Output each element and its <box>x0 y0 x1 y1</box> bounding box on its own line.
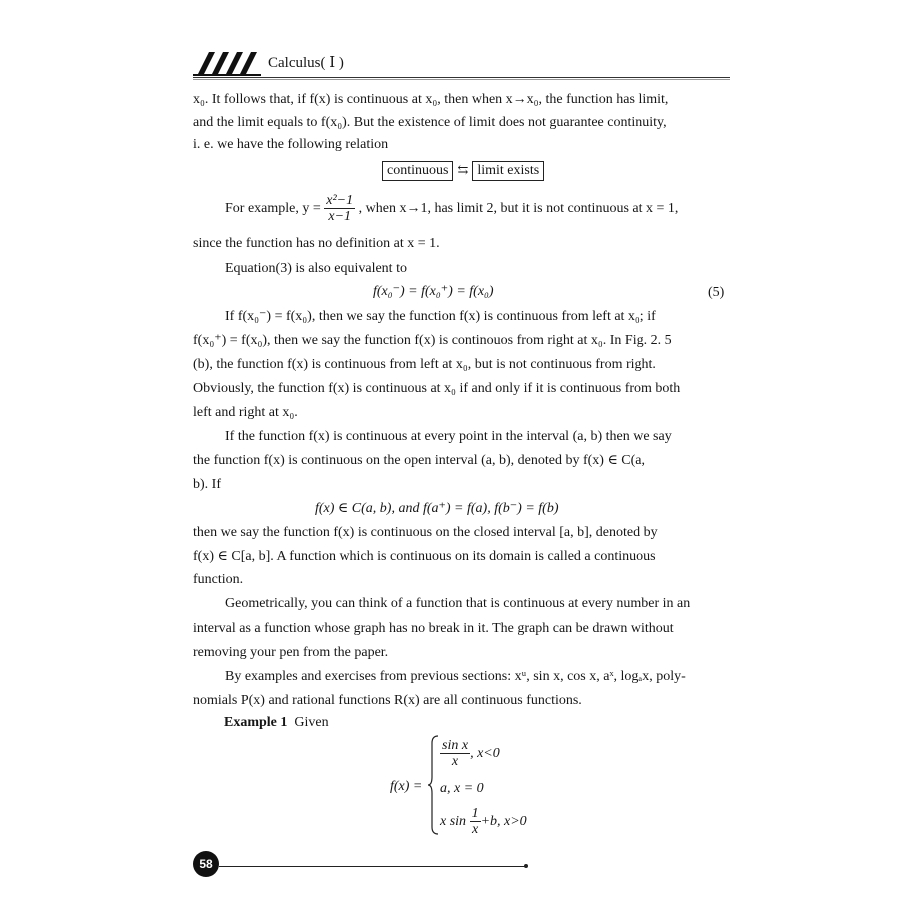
text-line-24: By examples and exercises from previous sections: xᵘ, sin x, cos x, aˣ, logₐx, poly- <box>225 669 686 684</box>
equation-5: f(x₀⁻) = f(x₀⁺) = f(x₀) <box>373 284 494 299</box>
equivalence-arrows-icon: ⇆ <box>457 162 469 177</box>
case-3-post: +b, x>0 <box>480 814 527 830</box>
text-line-21: Geometrically, you can think of a function that is continuous at every number in an <box>225 596 691 611</box>
header-rule <box>193 77 730 78</box>
example-pre: For example, y = <box>225 201 321 217</box>
text-line-16: b). If <box>193 477 221 492</box>
relation-right: limit exists <box>472 161 544 181</box>
text-line-13: left and right at x₀. <box>193 405 298 420</box>
text-line-10: f(x₀⁺) = f(x₀), then we say the function f(x) is continouos from right at x₀. In Fig. 2. 5 <box>193 333 672 348</box>
example-numerator: x²−1 <box>326 193 354 208</box>
example-post: , when x→1, has limit 2, but it is not continuous at x = 1, <box>358 201 679 217</box>
example-label: Example 1 <box>224 715 288 730</box>
piecewise-lhs: f(x) = <box>390 779 423 794</box>
case-1-condition: , x<0 <box>470 746 500 762</box>
text-line-22: interval as a function whose graph has no break in it. The graph can be drawn without <box>193 621 674 636</box>
header-rule-thin <box>193 79 730 80</box>
text-line-3: i. e. we have the following relation <box>193 137 389 152</box>
text-line-25: nomials P(x) and rational functions R(x) are all continuous functions. <box>193 693 582 708</box>
example-denominator: x−1 <box>328 209 352 225</box>
piecewise-case-1 <box>440 738 500 770</box>
text-line-7: Equation(3) is also equivalent to <box>225 261 407 276</box>
example-line <box>225 193 678 225</box>
example-fraction <box>324 193 355 225</box>
text-line-6: since the function has no definition at x = 1. <box>193 236 440 251</box>
case-1-denominator: x <box>451 754 459 770</box>
text-line-15: the function f(x) is continuous on the open interval (a, b), denoted by f(x) ∈ C(a, <box>193 453 646 468</box>
text-line-11: (b), the function f(x) is continuous from left at x₀, but is not continuous from right. <box>193 357 656 372</box>
text-line-9: If f(x₀⁻) = f(x₀), then we say the function f(x) is continuous from left at x₀; if <box>225 309 656 324</box>
example-heading <box>224 716 329 730</box>
text-line-12: Obviously, the function f(x) is continuous at x₀ if and only if it is continuous from both <box>193 381 681 396</box>
case-3-denominator: x <box>471 822 479 838</box>
left-brace-icon <box>427 735 439 835</box>
text-line-14: If the function f(x) is continuous at every point in the interval (a, b) then we say <box>225 429 672 444</box>
text-line-2: and the limit equals to f(x₀). But the existence of limit does not guarantee continuity, <box>193 115 667 130</box>
page-number: 58 <box>193 851 219 877</box>
example-given: Given <box>294 715 329 730</box>
footer-rule <box>219 866 525 867</box>
case-3-fraction <box>470 806 481 838</box>
text-line-1: x₀. It follows that, if f(x) is continuous at x₀, then when x→x₀, the function has limit, <box>193 92 669 107</box>
piecewise-case-3 <box>440 806 527 838</box>
equation-closed-interval: f(x) ∈ C(a, b), and f(a⁺) = f(a), f(b⁻) = f(b) <box>315 501 559 516</box>
equation-5-number: (5) <box>708 285 725 300</box>
text-line-20: function. <box>193 572 244 587</box>
case-3-numerator: 1 <box>471 806 479 821</box>
relation-box <box>382 161 544 181</box>
text-line-23: removing your pen from the paper. <box>193 645 389 660</box>
chapter-marks-icon <box>191 50 261 76</box>
header-title: Calculus( Ⅰ ) <box>268 55 344 71</box>
text-line-19: f(x) ∈ C[a, b]. A function which is continuous on its domain is called a continuous <box>193 549 656 564</box>
case-1-fraction <box>440 738 470 770</box>
piecewise-case-2: a, x = 0 <box>440 781 484 796</box>
footer-dot <box>524 864 528 868</box>
case-1-numerator: sin x <box>442 738 469 753</box>
text-line-18: then we say the function f(x) is continuous on the closed interval [a, b], denoted by <box>193 525 658 540</box>
case-3-pre: x sin <box>440 814 467 830</box>
relation-left: continuous <box>382 161 453 181</box>
